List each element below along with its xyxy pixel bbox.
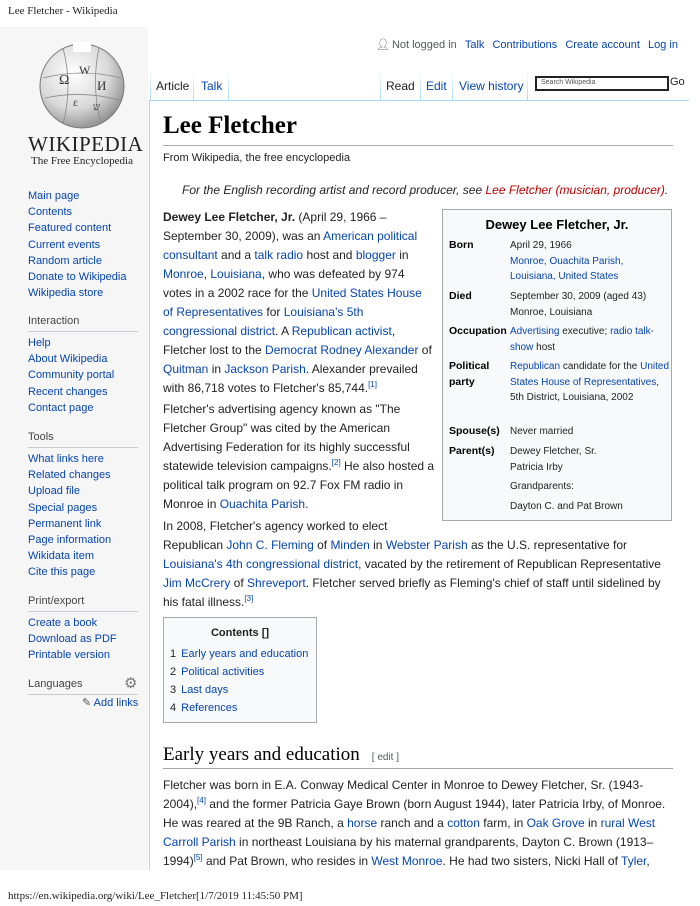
hatnote-suffix: .: [664, 183, 669, 197]
paragraph-2: Fletcher's advertising agency known as "The Fletcher Group" was cited by the American Advertising Federation for its highly successful statewide television campaigns.[2] He also hosted a political talk program on 92.7 Fox FM radio in Monroe in Ouachita Parish.: [163, 402, 435, 511]
add-links-label: Add links: [93, 697, 139, 709]
sidebar-item-random-article[interactable]: Random article: [28, 254, 102, 267]
infobox-label-parents: Parent(s): [449, 445, 495, 457]
sidebar-divider: [28, 447, 138, 448]
tab-edit[interactable]: Edit: [426, 79, 447, 93]
toc-item[interactable]: [170, 702, 237, 714]
tab-read[interactable]: Read: [381, 75, 420, 100]
link-cotton[interactable]: cotton: [447, 816, 480, 830]
table-of-contents: [163, 617, 317, 723]
tab-divider: [228, 70, 229, 100]
toc-link: Last days: [181, 684, 229, 696]
link-louisiana[interactable]: Louisiana: [210, 267, 262, 281]
occupation-text-2: host: [533, 341, 556, 353]
link-john-fleming[interactable]: John C. Fleming: [226, 538, 314, 552]
sidebar-item-contact-page[interactable]: Contact page: [28, 401, 94, 414]
search-input[interactable]: Search Wikipedia: [535, 76, 669, 91]
sidebar-item-main-page[interactable]: Main page: [28, 190, 80, 202]
occupation-link-advertising[interactable]: Advertising: [510, 326, 560, 337]
lead-paragraph: Dewey Lee Fletcher, Jr. (April 29, 1966 – September 30, 2009), was an American political consultant and a talk radio host and blogger in Monroe, Louisiana, who was defeated by 974 votes in a 2002 race for the United States House of Representatives for Louisiana's 5th congressional district. A Republican activist, Fletcher lost to the Democrat Rodney Alexander of Quitman in Jackson Parish. Alexander prevailed with 86,718 votes to Fletcher's 85,744.[1]: [163, 210, 432, 395]
sidebar-item-upload-file[interactable]: Upload file: [28, 485, 80, 498]
add-links[interactable]: [82, 696, 138, 709]
toc-link: Political activities: [181, 666, 265, 678]
sidebar-item-about[interactable]: About Wikipedia: [28, 353, 108, 366]
grandparents-label: Grandparents:: [510, 481, 574, 493]
tab-article[interactable]: Article: [151, 75, 194, 100]
tab-divider: [452, 70, 453, 100]
infobox-value-parents: [510, 444, 670, 514]
link-minden[interactable]: Minden: [330, 538, 370, 552]
sidebar-item-special-pages[interactable]: Special pages: [28, 501, 98, 514]
infobox-value-party: [510, 359, 670, 406]
svg-text:W: W: [79, 63, 91, 77]
died-date: September 30, 2009 (aged 43): [510, 291, 647, 302]
logo-tagline: The Free Encyclopedia: [30, 155, 133, 167]
sidebar-interaction: [28, 335, 146, 416]
parent-1: Dewey Fletcher, Sr.: [510, 446, 597, 457]
site-sub: From Wikipedia, the free encyclopedia: [163, 152, 351, 164]
link-5th-district[interactable]: Louisiana's 5th congressional district: [163, 305, 364, 338]
sidebar-heading-interaction[interactable]: Interaction: [28, 315, 80, 327]
infobox-title: Dewey Lee Fletcher, Jr.: [485, 217, 629, 232]
print-header: Lee Fletcher - Wikipedia: [8, 5, 118, 17]
title-rule: [163, 145, 673, 146]
infobox: [442, 209, 672, 521]
link-tyler[interactable]: Tyler: [621, 854, 647, 868]
infobox-label-occupation: Occupation: [449, 325, 507, 337]
link-oak-grove[interactable]: Oak Grove: [526, 816, 585, 830]
toc-item[interactable]: [170, 648, 308, 660]
tab-divider: [527, 70, 528, 100]
sidebar-item-recent-changes[interactable]: Recent changes: [28, 385, 108, 398]
search-go-label: Go: [670, 76, 685, 88]
sidebar-item-permanent-link[interactable]: Permanent link: [28, 517, 102, 530]
infobox-value-died: [510, 289, 670, 320]
sidebar-item-community-portal[interactable]: Community portal: [28, 369, 115, 382]
toc-number: 3: [170, 684, 177, 696]
link-blogger[interactable]: blogger: [355, 248, 396, 262]
sidebar-divider: [28, 611, 138, 612]
infobox-label-spouse: Spouse(s): [449, 425, 500, 437]
citation-2[interactable]: [2]: [331, 458, 341, 467]
not-logged-in: Not logged in: [391, 39, 457, 51]
sidebar-item-page-information[interactable]: Page information: [28, 534, 112, 547]
toc-number: 2: [170, 666, 177, 678]
citation-3[interactable]: [3]: [244, 594, 254, 603]
sidebar-item-download-pdf[interactable]: Download as PDF: [28, 633, 117, 646]
sidebar-item-printable-version[interactable]: Printable version: [28, 649, 110, 662]
sidebar-heading-languages[interactable]: Languages: [28, 678, 83, 690]
sidebar-item-contents[interactable]: Contents: [28, 206, 73, 219]
hatnote: [182, 183, 668, 197]
svg-text:ש: ש: [93, 102, 101, 113]
link-us-house[interactable]: United States House of Representatives: [163, 286, 422, 319]
toc-number: 1: [170, 648, 177, 660]
sidebar-item-what-links-here[interactable]: What links here: [28, 453, 104, 465]
party-link-house[interactable]: United States House of Representatives: [510, 361, 670, 388]
contributions-link[interactable]: Contributions: [492, 39, 558, 51]
sidebar-item-donate[interactable]: Donate to Wikipedia: [28, 271, 127, 284]
sidebar-tools: [28, 451, 146, 581]
hatnote-text: For the English recording artist and record producer, see: [182, 183, 486, 197]
section-1-paragraph: Fletcher was born in E.A. Conway Medical Center in Monroe to Dewey Fletcher, Sr. (1943-2004),[4] and the former Patricia Gaye Brown (born August 1944), later Patricia Irby, of Monroe. He was reared at the 9B Ranch, a horse ranch and a cotton farm, in Oak Grove in rural West Carroll Parish in northeast Louisiana by his maternal grandparents, Dayton C. Brown (1913–1994)[5] and Pat Brown, who resides in West Monroe. He had two sisters, Nicki Hall of Tyler,: [163, 778, 666, 868]
occupation-text: executive;: [559, 326, 611, 337]
citation-5[interactable]: [5]: [193, 853, 203, 862]
citation-1[interactable]: [1]: [368, 380, 377, 389]
sidebar-item-store[interactable]: Wikipedia store: [28, 287, 104, 300]
sidebar-item-featured-content[interactable]: Featured content: [28, 222, 112, 235]
logo-wordmark: WIKIPEDIA: [28, 132, 144, 156]
link-jim-mccrery[interactable]: Jim McCrery: [163, 576, 231, 590]
sidebar-item-create-book[interactable]: Create a book: [28, 617, 98, 629]
infobox-label-died: Died: [449, 290, 472, 302]
user-icon: 👤︎: [375, 39, 390, 51]
grandparents: Dayton C. and Pat Brown: [510, 500, 623, 512]
sidebar-item-cite-this-page[interactable]: Cite this page: [28, 566, 96, 579]
link-republican-activist[interactable]: Republican activist: [291, 324, 392, 338]
create-account-link[interactable]: Create account: [565, 39, 640, 51]
link-rodney-alexander[interactable]: Democrat Rodney Alexander: [265, 343, 419, 357]
tab-view-history[interactable]: View history: [459, 79, 524, 93]
tab-talk[interactable]: Talk: [201, 79, 223, 93]
svg-text:ε: ε: [73, 95, 79, 109]
infobox-label-party: Political party: [449, 360, 490, 388]
occupation-link-radio[interactable]: radio talk-show: [510, 326, 654, 353]
link-horse[interactable]: horse: [347, 816, 378, 830]
print-footer: https://en.wikipedia.org/wiki/Lee_Fletcher[1/7/2019 11:45:50 PM]: [8, 890, 303, 902]
sidebar-navigation: [28, 188, 146, 301]
sidebar-item-wikidata-item[interactable]: Wikidata item: [28, 550, 95, 563]
log-in-link[interactable]: Log in: [648, 39, 678, 51]
section-heading: [163, 744, 399, 766]
personal-tools: [371, 38, 678, 51]
sidebar-divider: [28, 694, 138, 695]
sidebar-divider: [28, 331, 138, 332]
section-heading-text: Early years and education: [163, 744, 360, 765]
sidebar-print-export: [28, 615, 146, 664]
sidebar-item-current-events[interactable]: Current events: [28, 238, 101, 251]
born-place[interactable]: Monroe, Ouachita Parish, Louisiana, United States: [510, 255, 624, 283]
pencil-icon: ✎: [82, 697, 92, 709]
citation-4[interactable]: [4]: [197, 796, 206, 805]
wikipedia-logo[interactable]: [28, 38, 144, 170]
infobox-value-occupation: [510, 324, 670, 355]
infobox-label-born: Born: [449, 239, 474, 251]
toc-number: 4: [170, 702, 177, 714]
died-place: Monroe, Louisiana: [510, 306, 593, 318]
paragraph-3: Republican John C. Fleming of Minden in Webster Parish as the U.S. representative for Louisiana's 4th congressional district, vacated by the retirement of Republican Representative Jim McCrery of Shreveport. Fletcher served briefly as Fleming's chief of staff until sidelined by his fatal illness.[3]: [163, 538, 661, 609]
page-title: Lee Fletcher: [163, 112, 297, 139]
link-4th-district[interactable]: Louisiana's 4th congressional district: [163, 557, 359, 571]
toc-toggle[interactable]: []: [261, 627, 270, 639]
link-talk-radio[interactable]: talk radio: [254, 248, 304, 262]
link-west-carroll-parish[interactable]: rural West Carroll Parish: [163, 816, 656, 849]
toc-title: [164, 627, 316, 639]
svg-text:Ω: Ω: [59, 73, 70, 88]
toc-link: Early years and education: [181, 648, 309, 660]
section-edit-link[interactable]: [ edit ]: [371, 752, 400, 763]
svg-text:И: И: [97, 78, 107, 93]
infobox-value-born: [510, 238, 670, 285]
talk-link[interactable]: Talk: [464, 39, 485, 51]
toc-link: References: [181, 702, 238, 714]
section-rule: [163, 768, 673, 769]
sidebar-item-help[interactable]: Help: [28, 337, 51, 349]
toc-item[interactable]: [170, 684, 228, 696]
party-text: candidate for the: [560, 361, 641, 372]
toc-item[interactable]: [170, 666, 264, 678]
link-west-monroe[interactable]: West Monroe: [371, 854, 443, 868]
link-quitman[interactable]: Quitman: [163, 362, 209, 376]
born-date: April 29, 1966: [510, 240, 572, 251]
sidebar-heading-tools[interactable]: Tools: [28, 431, 54, 443]
paragraph-3-start: In 2008, Fletcher's agency worked to elect: [163, 519, 388, 533]
link-jackson-parish[interactable]: Jackson Parish: [224, 362, 306, 376]
sidebar-heading-print-export[interactable]: Print/export: [28, 595, 85, 607]
link-ouachita-parish[interactable]: Ouachita Parish: [219, 497, 306, 511]
link-shreveport[interactable]: Shreveport: [247, 576, 306, 590]
party-text-2: , 5th District, Louisiana, 2002: [510, 376, 659, 404]
hatnote-link[interactable]: Lee Fletcher (musician, producer): [485, 183, 665, 197]
toc-heading: Contents: [210, 627, 259, 639]
parent-2: Patricia Irby: [510, 461, 563, 473]
puzzle-globe-icon: [33, 38, 131, 130]
link-monroe[interactable]: Monroe: [163, 267, 204, 281]
tab-divider: [193, 70, 194, 100]
search-button[interactable]: [670, 76, 685, 88]
link-american-political-consultant[interactable]: American political consultant: [163, 229, 418, 262]
infobox-value-spouse: Never married: [510, 426, 574, 437]
party-link-republican[interactable]: Republican: [510, 361, 561, 372]
gear-icon[interactable]: ⚙: [124, 675, 138, 692]
sidebar-item-related-changes[interactable]: Related changes: [28, 469, 111, 482]
link-webster-parish[interactable]: Webster Parish: [385, 538, 468, 552]
